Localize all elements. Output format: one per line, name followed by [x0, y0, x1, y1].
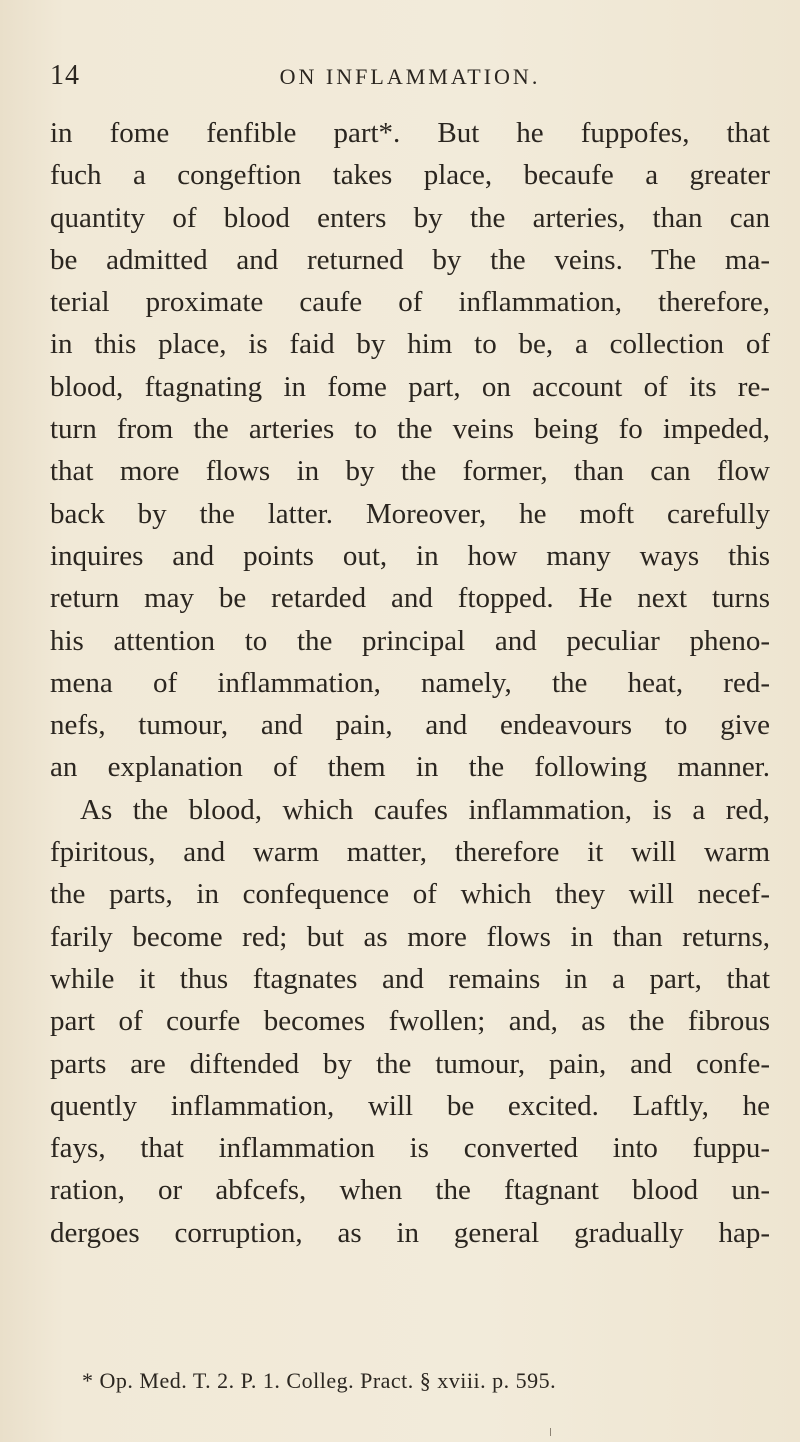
text-line: in this place, is faid by him to be, a collection of	[50, 328, 770, 361]
text-line: mena of inflammation, namely, the heat, red-	[50, 666, 770, 699]
text-line: back by the latter. Moreover, he moft carefully	[50, 497, 770, 530]
text-line: farily become red; but as more flows in than returns,	[50, 920, 770, 953]
text-line: that more flows in by the former, than can flow	[50, 455, 770, 488]
text-line: be admitted and returned by the veins. The ma-	[50, 243, 770, 276]
footnote: * Op. Med. T. 2. P. 1. Colleg. Pract. § xviii. p. 595.	[82, 1368, 557, 1393]
text-line: terial proximate caufe of inflammation, therefore,	[50, 286, 770, 319]
text-line: in fome fenfible part*. But he fuppofes, that	[50, 117, 770, 149]
text-line: As the blood, which caufes inflammation, is a red,	[80, 793, 770, 826]
page-number: 14	[50, 60, 80, 91]
text-line: his attention to the principal and peculiar pheno-	[50, 624, 770, 657]
text-line: quantity of blood enters by the arteries, than can	[50, 201, 770, 234]
text-line: parts are diftended by the tumour, pain, and confe-	[50, 1047, 770, 1080]
text-line: turn from the arteries to the veins being fo impeded,	[50, 413, 770, 446]
text-line: fpiritous, and warm matter, therefore it will warm	[50, 836, 770, 869]
body-text	[50, 112, 770, 1254]
text-line: fuch a congeftion takes place, becaufe a greater	[50, 159, 770, 192]
page-header	[50, 60, 770, 100]
text-line: return may be retarded and ftopped. He next turns	[50, 582, 770, 615]
running-head: ON INFLAMMATION.	[279, 64, 541, 89]
text-line: fays, that inflammation is converted into fuppu-	[50, 1132, 770, 1165]
text-line: inquires and points out, in how many ways this	[50, 539, 770, 572]
text-line: an explanation of them in the following manner.	[50, 751, 770, 784]
text-line: quently inflammation, will be excited. Laftly, he	[50, 1089, 770, 1122]
text-line: the parts, in confequence of which they will necef-	[50, 878, 770, 911]
margin-mark	[550, 1428, 551, 1436]
text-line: blood, ftagnating in fome part, on account of its re-	[50, 370, 770, 403]
text-line: nefs, tumour, and pain, and endeavours to give	[50, 709, 770, 742]
text-line: dergoes corruption, as in general gradually hap-	[50, 1216, 770, 1249]
text-line: part of courfe becomes fwollen; and, as the fibrous	[50, 1005, 770, 1038]
text-line: ration, or abfcefs, when the ftagnant blood un-	[50, 1174, 770, 1207]
text-line: while it thus ftagnates and remains in a part, that	[50, 962, 770, 995]
